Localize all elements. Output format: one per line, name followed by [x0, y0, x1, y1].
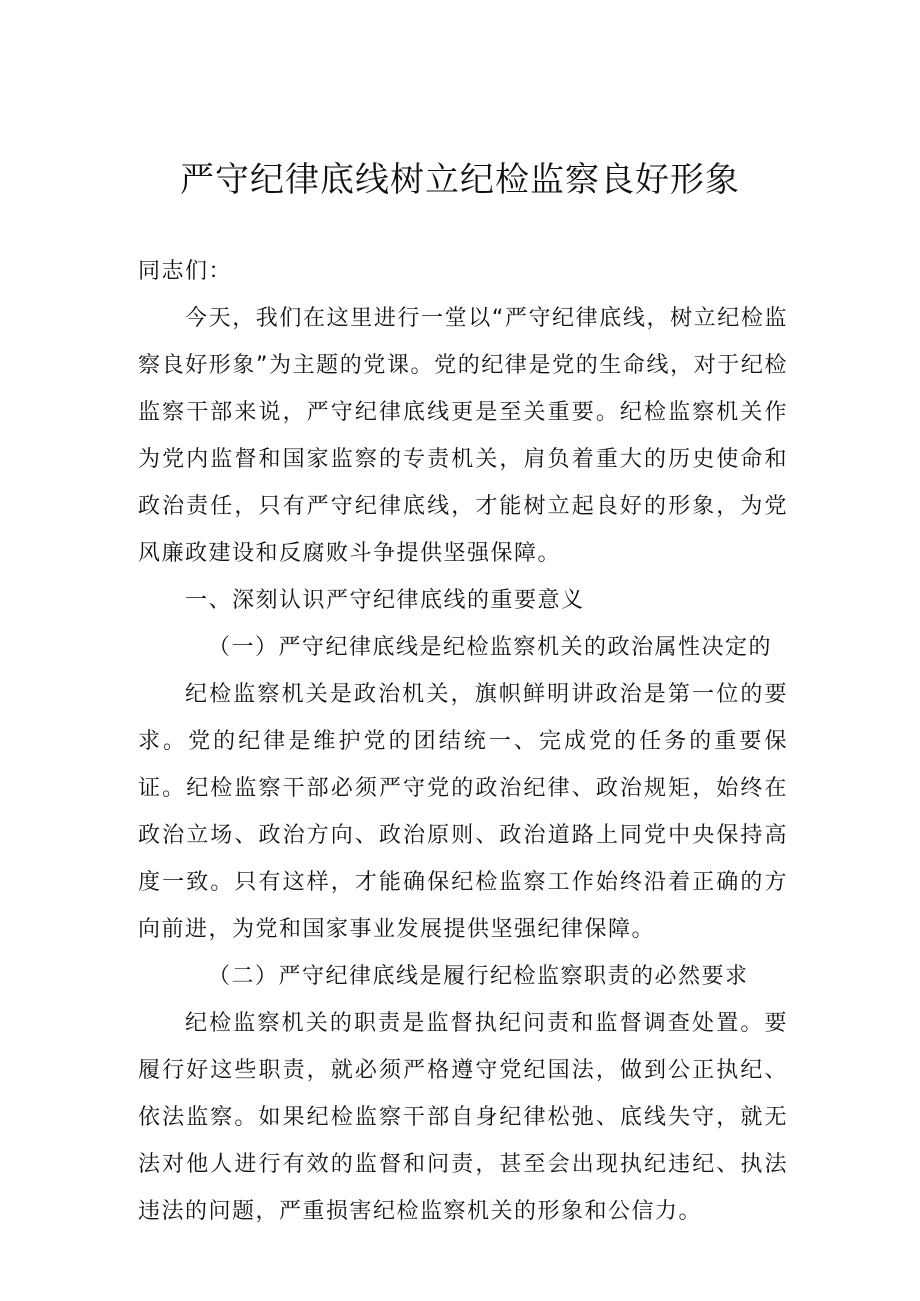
subsection-heading-2: （二）严守纪律底线是履行纪检监察职责的必然要求 [208, 964, 749, 989]
subsection-heading-1: （一）严守纪律底线是纪检监察机关的政治属性决定的 [208, 635, 773, 660]
salutation: 同志们： [138, 259, 233, 284]
subsection-1-paragraph: 纪检监察机关是政治机关，旗帜鲜明讲政治是第一位的要求。党的纪律是维护党的团结统一、完成党的任务的重要保证。纪检监察干部必须严守党的政治纪律、政治规矩，始终在政治立场、政治方向、政治原则、政治道路上同党中央保持高度一致。只有这样，才能确保纪检监察工作始终沿着正确的方向前进，为党和国家事业发展提供坚强纪律保障。 [138, 682, 788, 942]
intro-paragraph: 今天，我们在这里进行一堂以“严守纪律底线，树立纪检监察良好形象”为主题的党课。党的纪律是党的生命线，对于纪检监察干部来说，严守纪律底线更是至关重要。纪检监察机关作为党内监督和国家监察的专责机关，肩负着重大的历史使命和政治责任，只有严守纪律底线，才能树立起良好的形象，为党风廉政建设和反腐败斗争提供坚强保障。 [138, 306, 788, 566]
section-heading-1: 一、深刻认识严守纪律底线的重要意义 [185, 588, 585, 613]
document-title: 严守纪律底线树立纪检监察良好形象 [180, 160, 740, 200]
document-body [138, 248, 788, 1235]
subsection-2-paragraph: 纪检监察机关的职责是监督执纪问责和监督调查处置。要履行好这些职责，就必须严格遵守党纪国法，做到公正执纪、依法监察。如果纪检监察干部自身纪律松弛、底线失守，就无法对他人进行有效的监督和问责，甚至会出现执纪违纪、执法违法的问题，严重损害纪检监察机关的形象和公信力。 [138, 1011, 788, 1224]
